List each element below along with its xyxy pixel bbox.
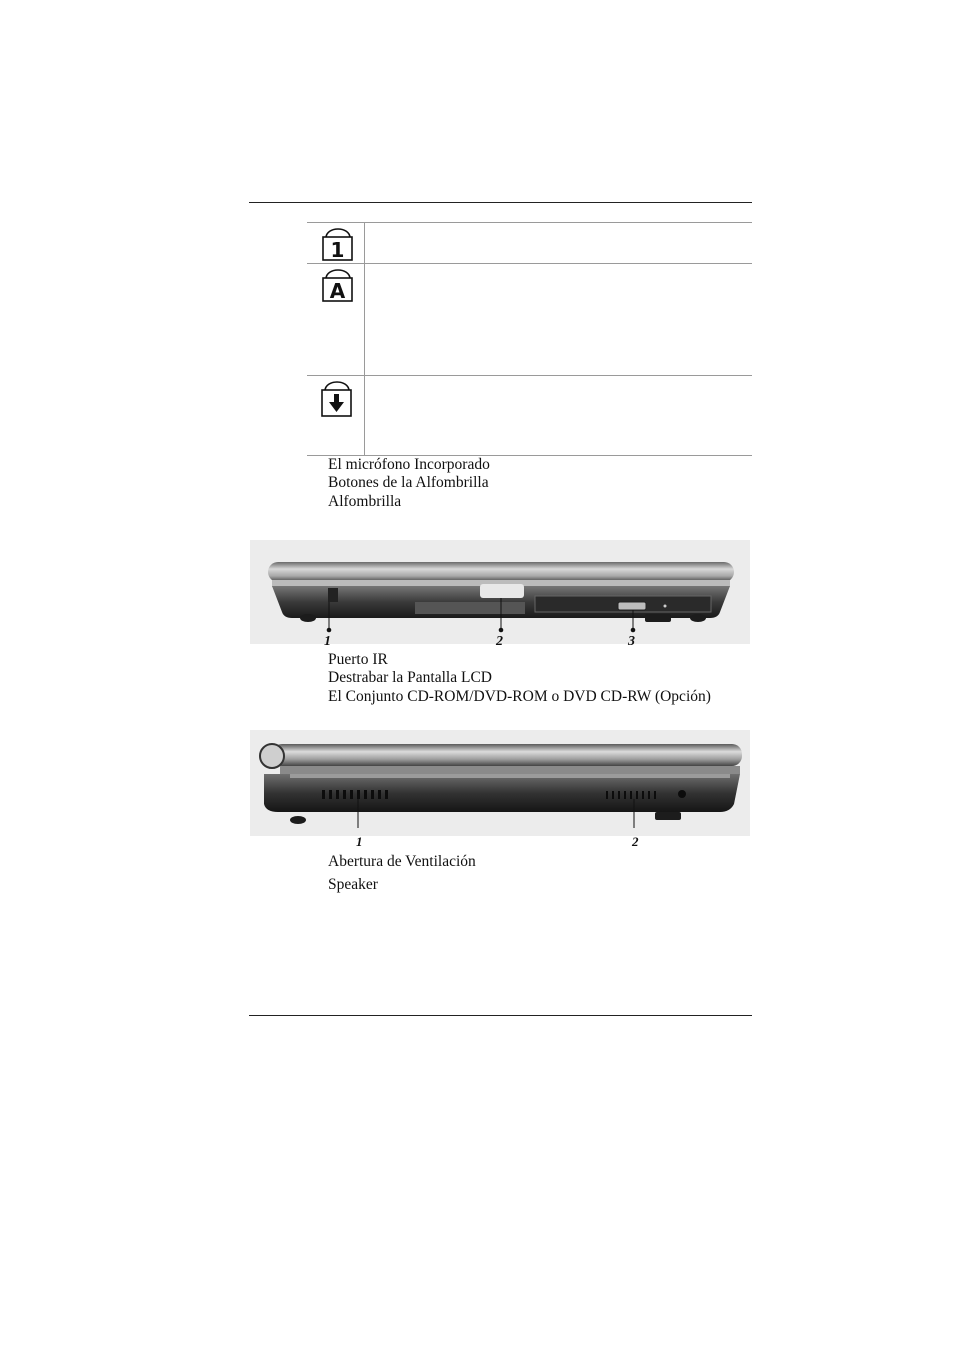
laptop-front-view-photo: [250, 540, 750, 644]
list-item-ir-port: Puerto IR: [328, 651, 388, 668]
footer-rule: [249, 1015, 752, 1016]
list-item-speaker: Speaker: [328, 876, 378, 893]
table-column-divider: [364, 222, 365, 455]
caps-lock-icon: [320, 266, 356, 304]
num-lock-glyph: 1: [330, 238, 345, 262]
side-callout-1: 1: [356, 834, 363, 849]
list-item-touchpad-buttons: Botones de la Alfombrilla: [328, 474, 489, 491]
laptop-side-view-photo: [250, 730, 750, 836]
front-callout-1: 1: [324, 634, 331, 649]
table-border-top: [307, 222, 752, 223]
header-rule: [249, 202, 752, 203]
table-divider-2: [307, 375, 752, 376]
front-callout-3: 3: [628, 634, 635, 649]
scroll-lock-icon: [319, 378, 355, 418]
num-lock-icon: [320, 225, 356, 263]
list-item-microphone: El micrófono Incorporado: [328, 456, 490, 473]
list-item-touchpad: Alfombrilla: [328, 493, 402, 510]
side-callout-2: 2: [632, 834, 639, 849]
list-item-vent: Abertura de Ventilación: [328, 853, 476, 870]
table-divider-1: [307, 263, 752, 264]
caps-lock-glyph: A: [329, 279, 346, 303]
list-item-lcd-latch: Destrabar la Pantalla LCD: [328, 669, 492, 686]
front-callout-2: 2: [496, 634, 503, 649]
list-item-optical-drive: El Conjunto CD-ROM/DVD-ROM o DVD CD-RW (Opción): [328, 688, 711, 705]
